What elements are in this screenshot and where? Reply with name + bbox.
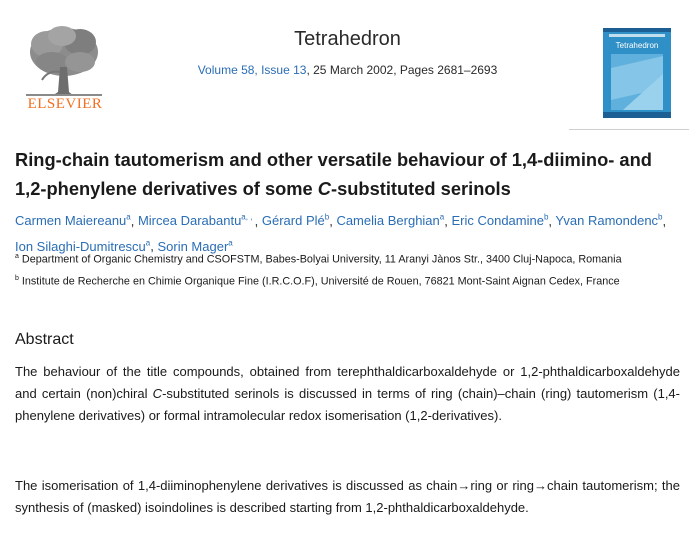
article-header — [0, 0, 689, 130]
affiliation: $^b$ Institute de Recherche en Chimie Organique Fine (I.R.C.O.F), Université de Rouen, 76821 Mont-Saint Aignan Cedex, France — [15, 275, 620, 288]
volume-issue-link[interactable]: Volume 58, Issue 13 — [197, 63, 307, 77]
abstract-paragraph: The behaviour of the title compounds, obtained from terephthaldicarboxaldehyde or 1,2-phthaldicarboxaldehyde and certain (non)chiral C-substituted serinols is discussed in terms of ring (chain)–chain (ring) tautomerism (1,4-phenylene derivatives) or formal intramolecular redox isomerisation (1,2-derivatives). — [15, 364, 680, 423]
journal-title[interactable]: Tetrahedron — [294, 28, 401, 50]
citation-line — [170, 63, 525, 77]
abstract-paragraph: The isomerisation of 1,4-diiminophenylene derivatives is discussed as chain→ring or ring→chain tautomerism; the synthesis of (masked) isoindolines is described starting from 1,2-phthaldicarboxaldehyde. — [15, 478, 680, 515]
date-pages: , 25 March 2002, Pages 2681–2693 — [306, 63, 498, 77]
affiliation: $^a$ Department of Organic Chemistry and CSOFSTM, Babes-Bolyai University, 11 Aranyi Jànos Str., 3400 Cluj-Napoca, Romania — [15, 253, 622, 266]
author-link[interactable]: Yvan Ramondenc$^b$ — [555, 213, 663, 229]
author-list: Carmen Maiereanu$^a$, Mircea Darabantu$^{a, ,}$ , Gérard Plé$^b$, Camelia Berghian$^a$, Eric Condamine$^b$, Yvan Ramondenc$^b$, Ion Silaghi-Dumitrescu$^a$, Sorin Mager$^a$ — [15, 213, 667, 254]
cover-title: Tetrahedron — [615, 41, 659, 50]
author-link[interactable]: Sorin Mager$^a$ — [157, 238, 233, 254]
header-divider — [569, 129, 689, 130]
author-link[interactable]: Eric Condamine$^b$ — [451, 213, 549, 229]
author-link[interactable]: Carmen Maiereanu$^a$ — [15, 213, 131, 229]
author-link[interactable]: Gérard Plé$^b$ — [261, 213, 330, 229]
journal-cover-thumbnail[interactable] — [603, 28, 671, 118]
elsevier-wordmark[interactable]: ELSEVIER — [27, 96, 103, 112]
article-title: Ring-chain tautomerism and other versatile behaviour of 1,4-diimino- and 1,2-phenylene derivatives of some C-substituted serinols — [15, 149, 652, 199]
abstract-heading: Abstract — [15, 331, 74, 348]
author-link[interactable]: Camelia Berghian$^a$ — [336, 213, 445, 229]
author-link[interactable]: Mircea Darabantu$^{a, ,}$ — [137, 213, 255, 229]
author-link[interactable]: Ion Silaghi-Dumitrescu$^a$ — [15, 238, 151, 254]
